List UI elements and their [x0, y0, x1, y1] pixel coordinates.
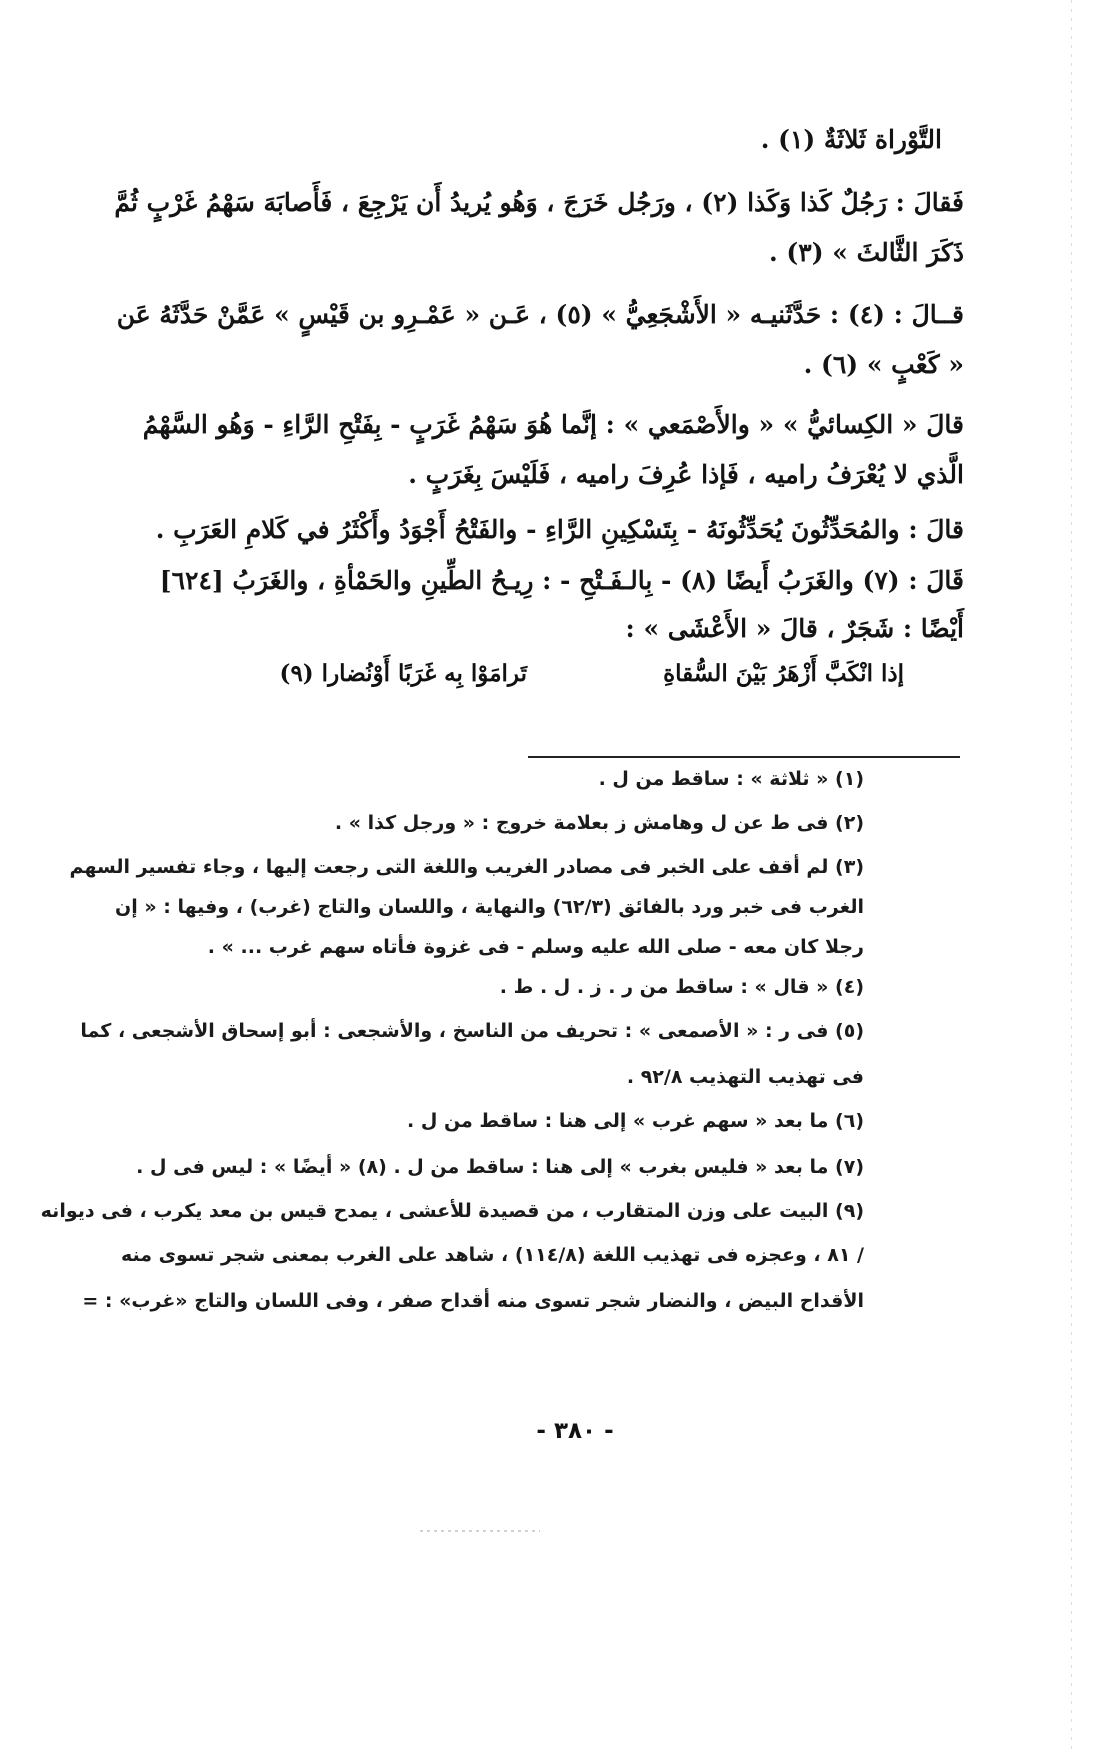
footnote-line: (١) « ثلاثة » : ساقط من ل . [598, 768, 864, 790]
footnote-line: فى تهذيب التهذيب ٩٢/٨ . [626, 1066, 864, 1088]
body-line: أَيْضًا : شَجَرٌ ، قالَ « الأَعْشَى » : [625, 614, 964, 643]
footnote-line: (٩) البيت على وزن المتقارب ، من قصيدة للأعشى ، يمدح قيس بن معد يكرب ، فى ديوانه [40, 1200, 864, 1222]
footnote-line: (٥) فى ر : « الأصمعى » : تحريف من الناسخ ، والأشجعى : أبو إسحاق الأشجعى ، كما [80, 1020, 864, 1042]
footnote-line: (٧) ما بعد « فليس بغرب » إلى هنا : ساقط من ل . (٨) « أيضًا » : ليس فى ل . [136, 1156, 864, 1178]
body-line: قــالَ : (٤) : حَدَّثَنيـه « الأَشْجَعِيُّ » (٥) ، عَـن « عَمْـرِو بن قَيْسٍ » عَمَّنْ حَدَّثَهُ عَن [116, 300, 964, 329]
body-line: « كَعْبٍ » (٦) . [803, 350, 964, 379]
footnote-line: الأقداح البيض ، والنضار شجر تسوى منه أقداح صفر ، وفى اللسان والتاج «غرب» : = [82, 1290, 864, 1312]
footnote-line: الغرب فى خبر ورد بالفائق (٦٢/٣) والنهاية ، واللسان والتاج (غرب) ، وفيها : « إن [115, 896, 864, 918]
body-line: ذَكَرَ الثَّالثَ » (٣) . [769, 238, 964, 267]
footnote-line: (٣) لم أقف على الخبر فى مصادر الغريب واللغة التى رجعت إليها ، وجاء تفسير السهم [69, 856, 864, 878]
scan-edge-artifact [1071, 0, 1072, 1754]
body-line: فَقالَ : رَجُلٌ كَذا وَكَذا (٢) ، ورَجُل خَرَجَ ، وَهُو يُريدُ أَن يَرْجِعَ ، فَأَصابَهَ سَهْمُ غَرْبٍ ثُمَّ [114, 188, 964, 217]
footnote-separator [528, 756, 960, 758]
body-line: الَّذي لا يُعْرَفُ راميه ، فَإذا عُرِفَ راميه ، فَلَيْسَ بِغَرَبٍ . [408, 460, 964, 489]
body-line: قالَ : والمُحَدِّثُونَ يُحَدِّثُونَهُ - بِتَسْكِينِ الرَّاءِ - والفَتْحُ أَجْوَدُ وأَكْثَرُ في كَلامِ العَرَبِ . [155, 515, 964, 544]
body-line: قَالَ : (٧) والغَرَبُ أَيضًا (٨) - بِالـفَـتْحِ - : رِيـحُ الطِّينِ والحَمْأةِ ، والغَرَبُ [٦٢٤] [159, 566, 964, 595]
verse-first-hemistich: إذا انْكَبَّ أَزْهَرُ بَيْنَ السُّقاةِ [663, 660, 904, 687]
body-line: قالَ « الكِسائيُّ » « والأَصْمَعي » : إنَّما هُوَ سَهْمُ غَرَبٍ - بِفَتْحِ الرَّاءِ - وَهُو السَّهْمُ [142, 410, 964, 439]
footnote-line: (٦) ما بعد « سهم غرب » إلى هنا : ساقط من ل . [407, 1110, 864, 1132]
body-line: التَّوْراة ثَلاثَةٌ (١) . [760, 125, 942, 154]
verse-second-hemistich: تَرامَوْا بِه غَرَبًا أَوْنُضارا (٩) [279, 660, 527, 687]
footnote-line: (٢) فى ط عن ل وهامش ز بعلامة خروج : « ورجل كذا » . [334, 812, 864, 834]
page-number: - ٣٨٠ - [536, 1418, 614, 1444]
footnote-line: / ٨١ ، وعجزه فى تهذيب اللغة (١١٤/٨) ، شاهد على الغرب بمعنى شجر تسوى منه [120, 1244, 864, 1266]
scan-noise-artifact [420, 1530, 540, 1532]
footnote-line: (٤) « قال » : ساقط من ر . ز . ل . ط . [499, 976, 864, 998]
footnote-line: رجلا كان معه - صلى الله عليه وسلم - فى غزوة فأتاه سهم غرب ... » . [207, 936, 864, 958]
